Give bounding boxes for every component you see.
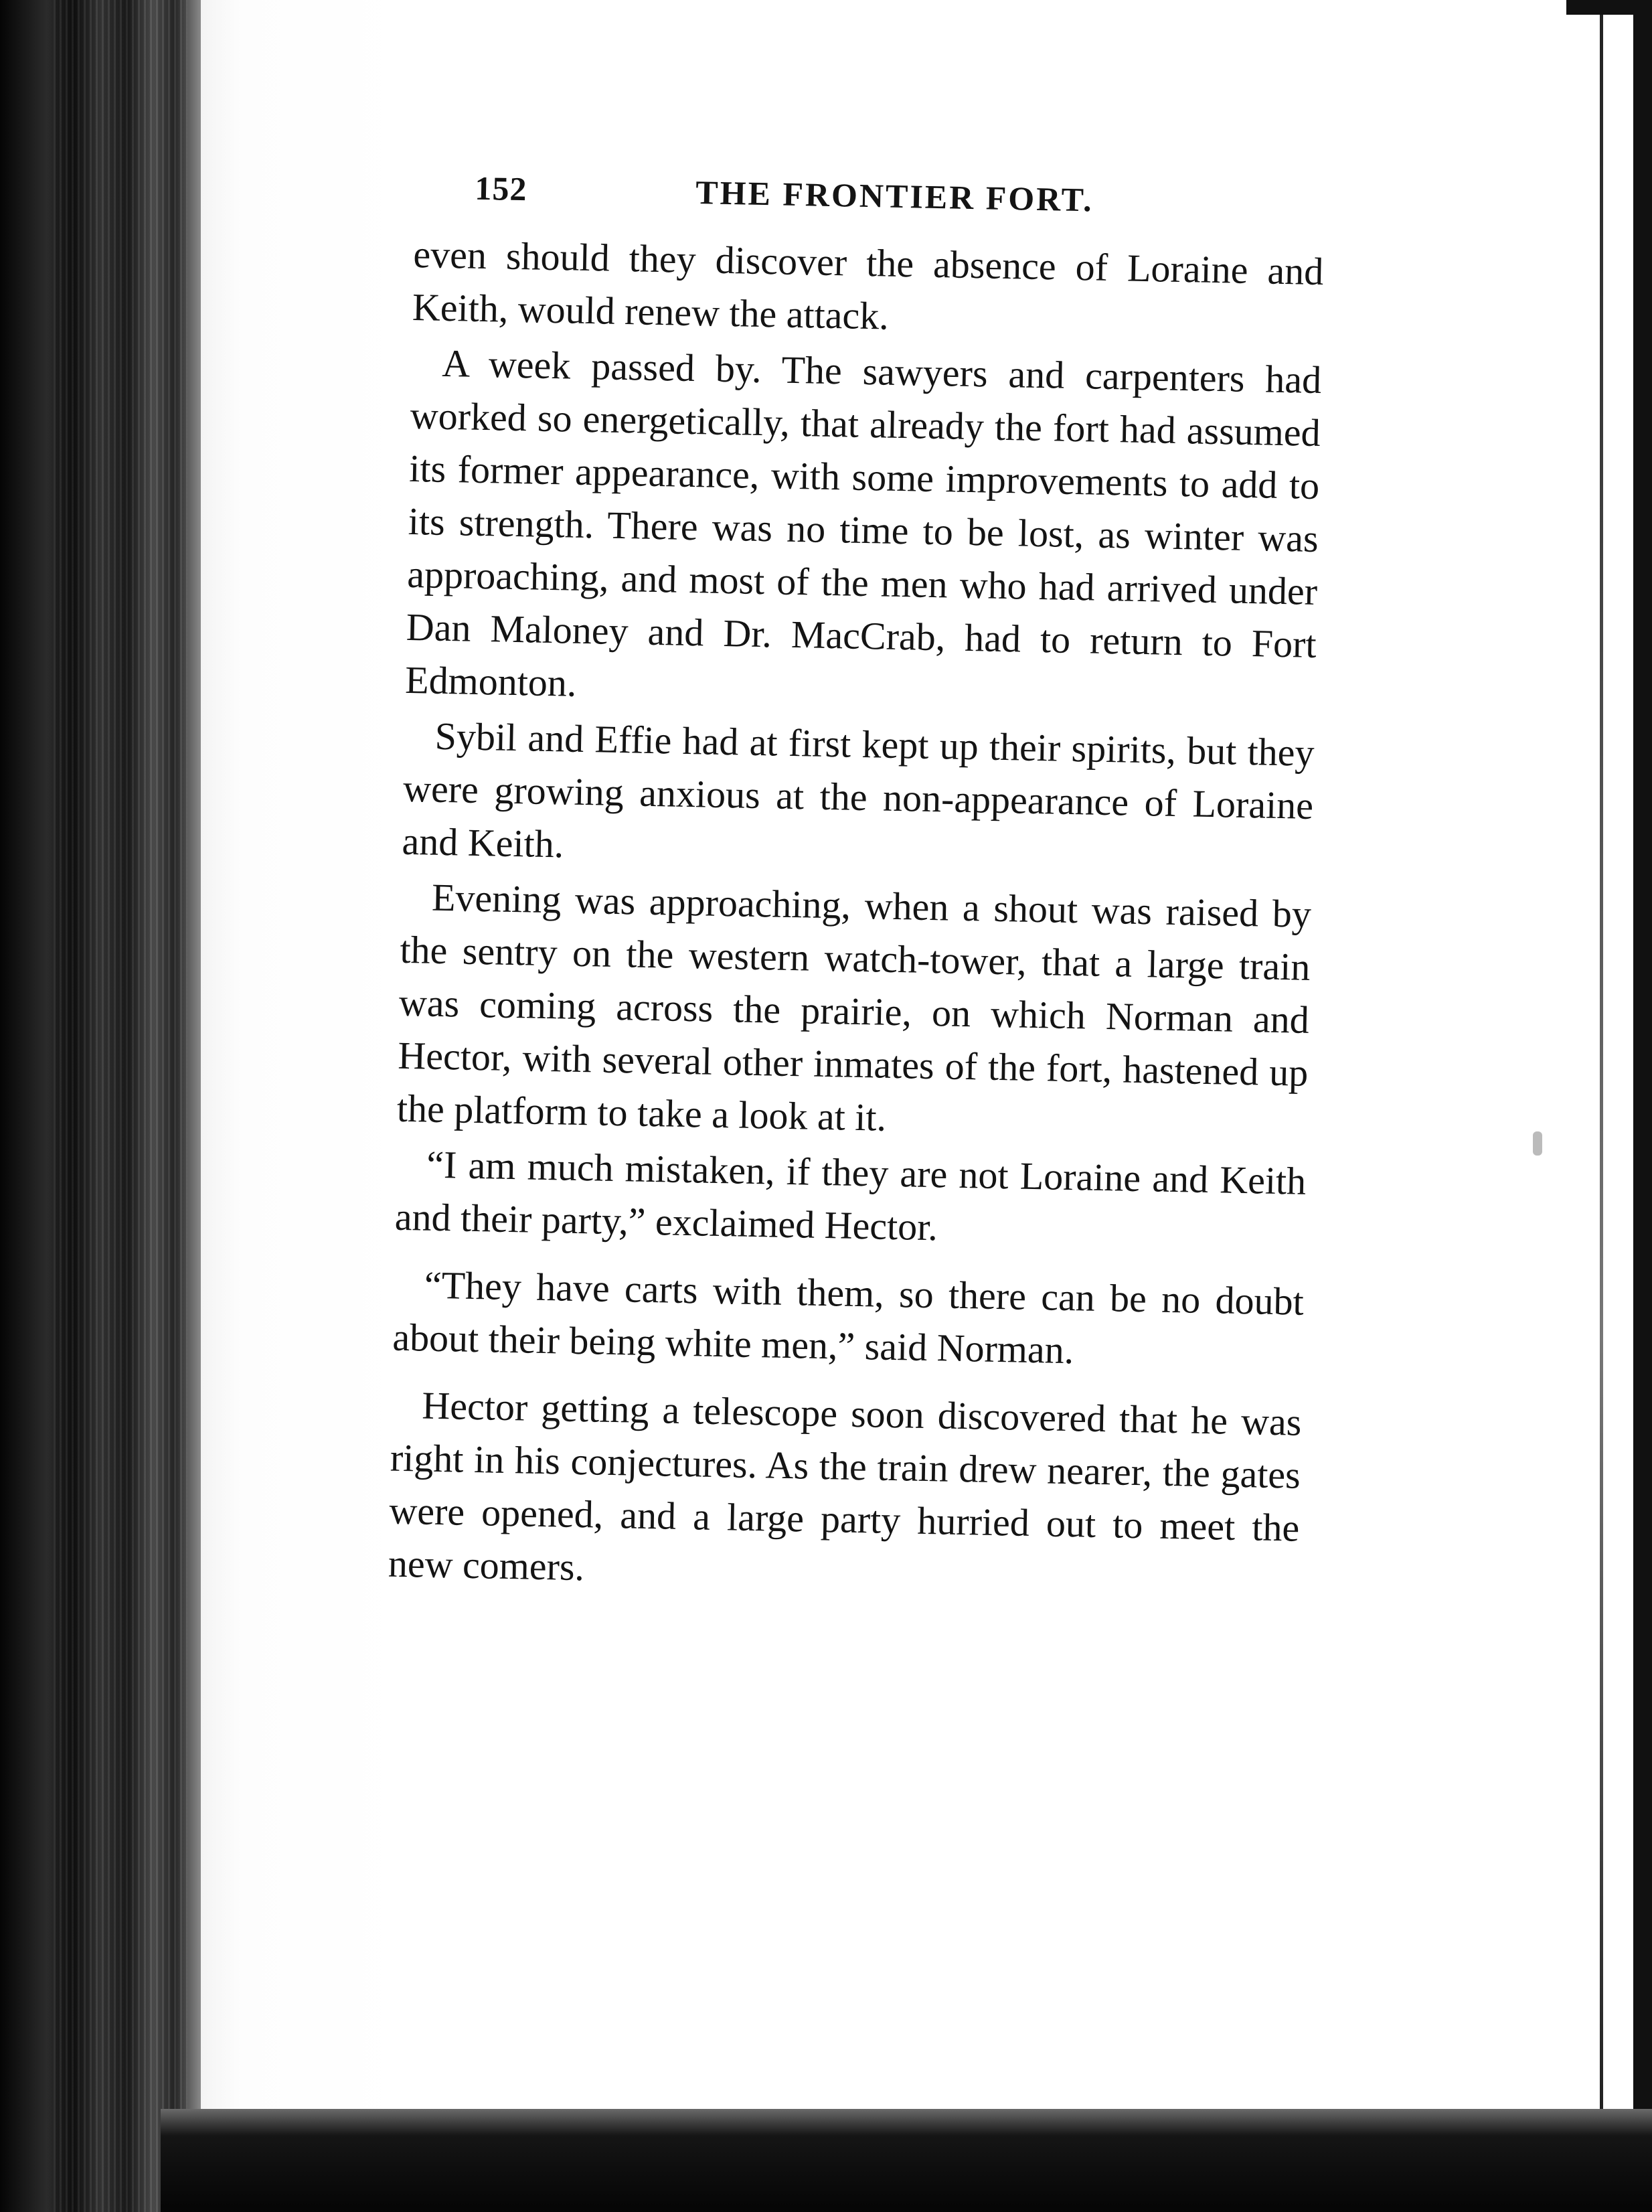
ink-smudge (1533, 1131, 1542, 1156)
paragraph: A week passed by. The sawyers and carpenters had worked so energetically, that already the fort had assumed its former appearance, with some improvements to add to its strength. There was no time to be lost, as winter was approaching, and most of the men who had arrived under Dan Maloney and Dr. MacCrab, had to return to Fort Edmonton. (404, 341, 1322, 705)
page-edges (54, 0, 187, 2212)
facing-page-rule (1600, 0, 1603, 2109)
paragraph: “I am much mistaken, if they are not Loraine and Keith and their party,” exclaimed Hector. (394, 1142, 1307, 1249)
paragraph: “They have carts with them, so there can be no doubt about their being white men,” said Norman. (392, 1263, 1305, 1372)
scan-border-right (1633, 0, 1652, 2212)
page-number: 152 (474, 169, 527, 208)
paragraph: Hector getting a telescope soon discovered that he was right in his conjectures. As the train drew nearer, the gates were opened, and a large party hurried out to meet the new comers. (388, 1383, 1302, 1589)
paragraph: Sybil and Effie had at first kept up their spirits, but they were growing anxious at the non-appearance of Loraine and Keith. (402, 714, 1315, 866)
paragraph: even should they discover the absence of Loraine and Keith, would renew the attack. (412, 232, 1324, 338)
text-block (388, 167, 1325, 1607)
scan-border-bottom (161, 2109, 1652, 2212)
paragraph: Evening was approaching, when a shout was raised by the sentry on the western watch-tower, that a large train was coming across the prairie, on which Norman and Hector, with several other inmates of the fort, hastened up the platform to take a look at it. (396, 875, 1312, 1139)
running-title: THE FRONTIER FORT. (695, 173, 1094, 219)
scan-border-top (1566, 0, 1652, 15)
